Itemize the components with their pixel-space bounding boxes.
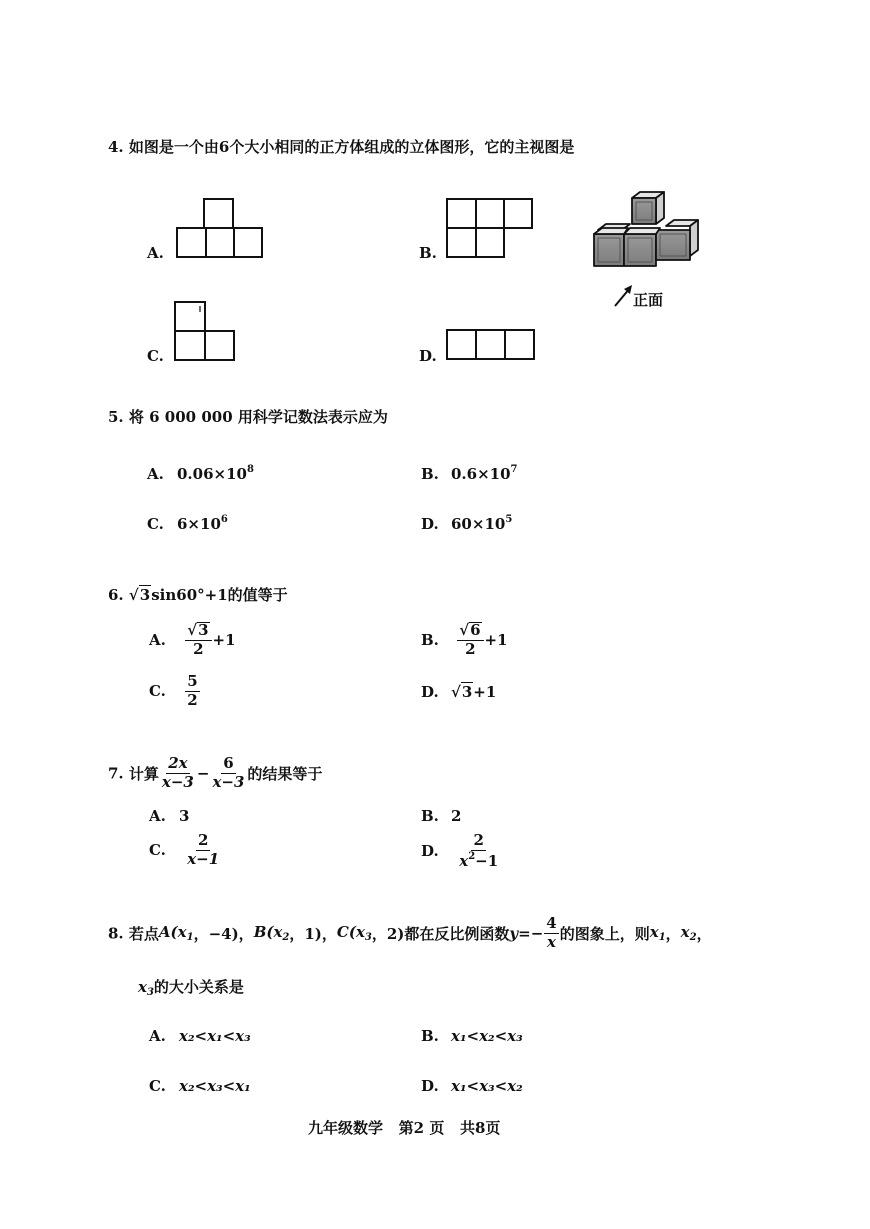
q7-option-c-label: C. <box>149 841 166 860</box>
q6-option-a-tail: +1 <box>212 630 236 649</box>
q5-number: 5. <box>108 408 124 426</box>
q6-option-c-num: 5 <box>187 672 198 690</box>
q7-option-d[interactable] <box>421 833 501 870</box>
q8-func-fraction <box>544 916 558 951</box>
q4-option-d-figure[interactable] <box>446 329 538 361</box>
q5-option-b-label: B. <box>421 465 439 483</box>
q8-sep: ， <box>665 924 681 943</box>
q6-option-d-label: D. <box>421 683 439 701</box>
q6-option-a[interactable] <box>149 622 236 658</box>
q8-number: 8. <box>108 924 124 943</box>
q8-option-a-label: A. <box>149 1027 166 1045</box>
q7-f2-num: 6 <box>223 754 234 772</box>
q8-point-c: $C(x_3$ <box>336 923 372 944</box>
q5-option-b[interactable] <box>421 464 518 483</box>
q7-option-a-label: A. <box>149 807 166 825</box>
q8-option-d-label: D. <box>421 1077 439 1095</box>
front-arrow <box>612 284 634 308</box>
q6-text-rest: sin60°+1的值等于 <box>151 586 288 604</box>
q5-option-c-exp: 6 <box>220 514 228 525</box>
q6-option-a-den: 2 <box>193 639 204 658</box>
q8-option-d[interactable] <box>421 1077 523 1095</box>
q8-stem-line2 <box>138 976 244 998</box>
q6-option-b-den: 2 <box>465 639 476 658</box>
q7-option-a[interactable] <box>149 807 189 825</box>
q6-option-d[interactable]: D. √ 3 +1 <box>421 683 497 701</box>
q6-option-b-fraction: √ 6 2 <box>457 622 483 658</box>
q4-option-c-label[interactable]: C. <box>147 347 164 365</box>
q7-f1-den: x−3 <box>161 772 194 791</box>
q8-line1-a: 若点 <box>128 924 159 943</box>
page-footer: 九年级数学 第2 页 共8页 <box>308 1119 501 1137</box>
q4-option-d-label[interactable]: D. <box>419 347 437 365</box>
q6-option-c-fraction <box>185 674 199 709</box>
q4-option-a-label[interactable]: A. <box>147 244 164 262</box>
q4-option-a-figure[interactable] <box>176 197 266 259</box>
q7-stem <box>108 756 322 791</box>
q8-option-d-text: x₁<x₃<x₂ <box>451 1077 523 1095</box>
q5-option-d-exp: 5 <box>505 514 513 525</box>
q8-option-b[interactable] <box>421 1027 523 1045</box>
q6-option-b-num: 6 <box>470 621 481 639</box>
q6-option-d-tail: +1 <box>473 683 497 701</box>
q5-option-d-label: D. <box>421 515 439 533</box>
q8-func-den: x <box>547 932 556 951</box>
q4-option-c-figure[interactable] <box>174 300 238 362</box>
q6-sqrt: √ 3 <box>128 586 151 604</box>
q4-option-b-figure[interactable] <box>446 197 536 259</box>
q5-option-a[interactable] <box>147 464 254 483</box>
q5-option-d-base: 60×10 <box>451 515 506 533</box>
q4-stem <box>108 136 574 157</box>
q5-option-c[interactable] <box>147 514 228 533</box>
q7-option-d-den-tail: −1 <box>475 851 499 870</box>
q8-point-c-rest: ，2)都在反比例函数 <box>371 924 510 943</box>
q7-option-d-fraction <box>457 833 500 870</box>
q8-line2-rest: 的大小关系是 <box>153 978 244 996</box>
q8-stem-line1 <box>108 916 712 951</box>
q8-point-a-rest: ，−4)， <box>193 924 254 943</box>
q5-option-c-label: C. <box>147 515 164 533</box>
q8-func-num: 4 <box>546 914 557 932</box>
q7-prefix: 计算 <box>128 764 159 783</box>
q6-option-b-tail: +1 <box>484 630 508 649</box>
q6-option-c-label: C. <box>149 682 166 701</box>
q5-text: 将 6 000 000 用科学记数法表示应为 <box>128 408 388 426</box>
q6-option-c-den: 2 <box>187 690 198 709</box>
q4-option-b-label[interactable]: B. <box>419 244 437 262</box>
q8-option-a[interactable] <box>149 1027 251 1045</box>
front-label: 正面 <box>633 291 664 309</box>
q7-option-b-label: B. <box>421 807 439 825</box>
q8-line1-b: 的图象上，则 <box>559 924 650 943</box>
q7-option-b-value: 2 <box>451 807 462 825</box>
q6-option-c[interactable] <box>149 674 201 709</box>
q8-point-b: $B(x_2$ <box>253 923 290 944</box>
q5-stem <box>108 406 388 427</box>
q8-option-c-text: x₂<x₃<x₁ <box>179 1077 251 1095</box>
q8-x3: $x_3$ <box>138 978 154 998</box>
q7-minus: − <box>196 764 210 783</box>
q7-option-d-label: D. <box>421 842 439 861</box>
q4-solid-figure <box>590 190 700 274</box>
q5-option-a-label: A. <box>147 465 164 483</box>
q7-option-d-den-base: x <box>459 851 469 870</box>
q6-option-a-fraction: √ 3 2 <box>185 622 211 658</box>
q4-text: 如图是一个由6个大小相同的正方体组成的立体图形，它的主视图是 <box>128 138 575 156</box>
q7-option-c-num: 2 <box>197 831 209 849</box>
q6-radicand: 3 <box>139 586 151 604</box>
q7-number: 7. <box>108 764 124 783</box>
q5-option-b-exp: 7 <box>510 464 518 475</box>
q7-suffix: 的结果等于 <box>247 764 323 783</box>
q8-x1: $x_1$ <box>649 923 666 944</box>
q8-option-a-text: x₂<x₁<x₃ <box>179 1027 251 1045</box>
q7-f2-den: x−3 <box>212 772 245 791</box>
q5-option-d[interactable] <box>421 514 512 533</box>
q6-option-d-rad: 3 <box>461 683 473 701</box>
q7-fraction-2 <box>210 756 246 791</box>
q7-option-c-den: x−1 <box>187 849 220 868</box>
q8-x2: $x_2$ <box>680 923 697 944</box>
q7-option-d-den-exp: 2 <box>468 850 476 862</box>
q5-option-a-exp: 8 <box>246 464 254 475</box>
q7-fraction-1 <box>160 756 196 791</box>
q8-option-c[interactable] <box>149 1077 251 1095</box>
q8-option-b-label: B. <box>421 1027 439 1045</box>
q8-func-lhs: y=− <box>509 924 544 943</box>
q8-point-b-rest: ，1)， <box>289 924 337 943</box>
q7-option-a-value: 3 <box>179 807 190 825</box>
q8-point-a: $A(x_1$ <box>158 923 194 944</box>
q7-f1-num: 2x <box>168 754 188 772</box>
q5-option-a-base: 0.06×10 <box>177 465 247 483</box>
q6-stem <box>108 584 288 605</box>
q6-option-a-label: A. <box>149 630 166 649</box>
q8-option-b-text: x₁<x₂<x₃ <box>451 1027 523 1045</box>
q4-number: 4. <box>108 138 124 156</box>
q8-sep-2: ， <box>696 924 712 943</box>
q7-option-d-num: 2 <box>473 831 484 849</box>
q6-option-b-label: B. <box>421 630 439 649</box>
q8-option-c-label: C. <box>149 1077 166 1095</box>
q7-option-c-fraction <box>185 833 221 868</box>
q6-option-a-num: 3 <box>198 621 209 639</box>
q5-option-c-base: 6×10 <box>177 515 221 533</box>
q6-option-b[interactable] <box>421 622 508 658</box>
q5-option-b-base: 0.6×10 <box>451 465 511 483</box>
q6-number: 6. <box>108 586 124 604</box>
q7-option-b[interactable] <box>421 807 461 825</box>
q7-option-c[interactable] <box>149 833 222 868</box>
